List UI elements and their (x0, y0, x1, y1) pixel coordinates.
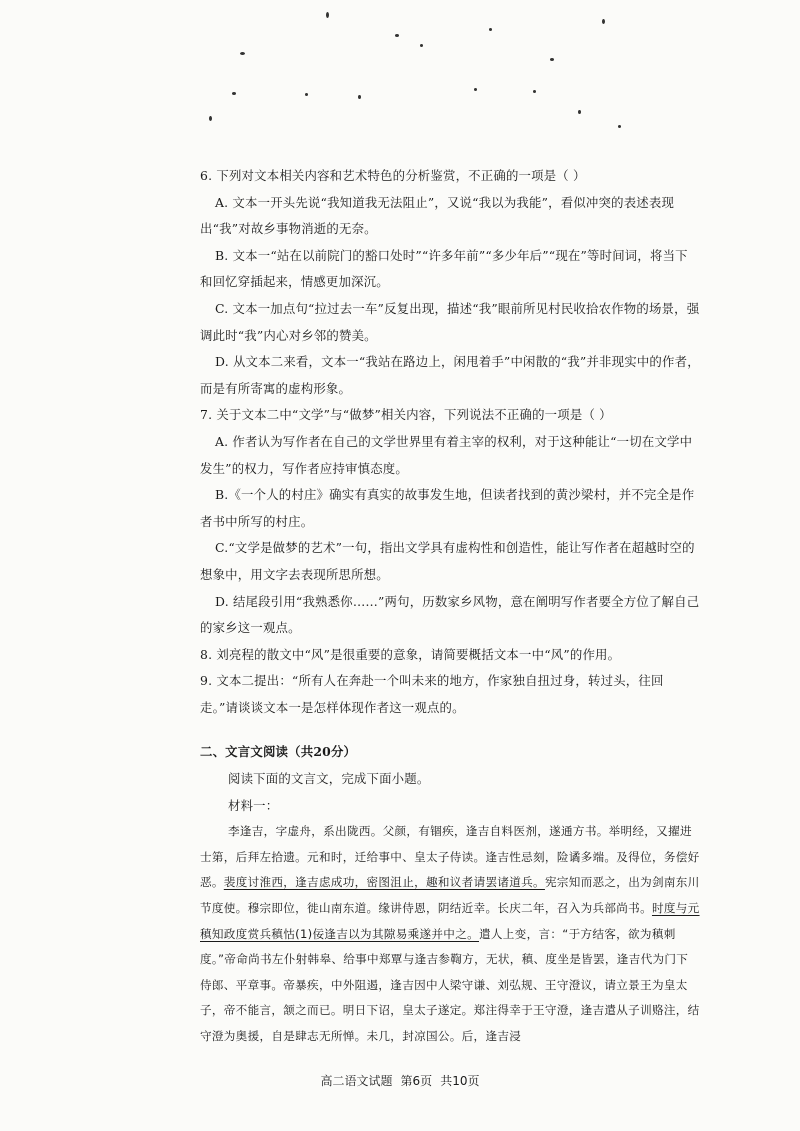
passage-text: 李逢吉，字虚舟，系出陇西。父颜，有锢疾，逢吉自料医剂，遂通方书。举明经，又擢进士第，后拜左拾遗。元和时，迁给事中、皇太子侍读。逢吉性忌刻，险谲多端。及得位，务偿好恶。 (200, 824, 700, 890)
question-stem: 7. 关于文本二中“文学”与“做梦”相关内容，下列说法不正确的一项是（ ） (200, 407, 612, 423)
question-stem: 8. 刘亮程的散文中“风”是很重要的意象，请简要概括文本一中“风”的作用。 (200, 646, 621, 662)
option-a: A. 作者认为写作者在自己的文学世界里有着主宰的权利，对于这种能让“一切在文学中发生”的权力，写作者应持审慎态度。 (200, 433, 693, 476)
option-c: C. 文本一加点句“拉过去一车”反复出现，描述“我”眼前所见村民收拾农作物的场景，强调此时“我”内心对乡邻的赞美。 (200, 300, 700, 343)
section-instruction: 阅读下面的文言文，完成下面小题。 (228, 771, 430, 787)
scan-specks (0, 0, 800, 160)
option-d: D. 从文本二来看，文本一“我站在路边上，闲甩着手”中闲散的“我”并非现实中的作者，而是有所寄寓的虚构形象。 (200, 354, 700, 396)
page-total: 共10页 (440, 1074, 480, 1088)
question-stem: 9. 文本二提出：“所有人在奔赴一个叫未来的地方，作家独自扭过身，转过头，往回走。”请谈谈文本一是怎样体现作者这一观点的。 (200, 673, 664, 715)
option-b: B. 文本一“站在以前院门的豁口处时”“许多年前”“多少年后”“现在”等时间词，将当下和回忆穿插起来，情感更加深沉。 (200, 247, 688, 290)
option-b: B.《一个人的村庄》确实有真实的故事发生地，但读者找到的黄沙梁村，并不完全是作者书中所写的村庄。 (200, 487, 695, 529)
question-content (200, 163, 700, 1050)
section-title: 二、文言文阅读（共20分） (200, 744, 357, 760)
option-a: A. 文本一开头先说“我知道我无法阻止”，又说“我以为我能”，看似冲突的表述表现出“我”对故乡事物消逝的无奈。 (200, 194, 675, 237)
page-footer (0, 1072, 800, 1089)
underlined-sentence: 裴度讨淮西，逢吉虑成功，密图沮止，趣和议者请罢诸道兵。 (223, 875, 545, 890)
question-stem: 6. 下列对文本相关内容和艺术特色的分析鉴赏，不正确的一项是（ ） (200, 168, 586, 183)
exam-title: 高二语文试题 (320, 1074, 393, 1088)
passage-text: 遣人上变，言：“于方结客，欲为稹刺度。”帝命尚书左仆射韩皋、给事中郑覃与逢吉参鞫方，无状，稹、度坐是皆罢，逢吉代为门下侍郎、平章事。帝暴疾，中外阻遏，逢吉因中人梁守谦、刘弘规、王守澄议，请立景王为皇太子，帝不能言，颔之而已。明日下诏，皇太子遂定。郑注得幸于王守澄，逢吉遣从子训赂注，结守澄为奥援，自是肆志无所惮。未几，封凉国公。后，逢吉浸 (200, 926, 700, 1043)
underlined-sentence: 时度与元稹知政度赏兵稹怙(1)佞逢吉以为其隙易乘遂并中之。 (200, 901, 700, 941)
passage-text: 宪宗知而恶之，出为剑南东川节度使。穆宗即位，徙山南东道。缘讲侍恩，阴结近幸。长庆二年，召入为兵部尚书。 (200, 875, 700, 916)
classical-passage (200, 819, 700, 1049)
option-c: C.“文学是做梦的艺术”一句，指出文学具有虚构性和创造性，能让写作者在超越时空的想象中，用文字去表现所思所想。 (200, 540, 695, 582)
page-number: 第6页 (400, 1074, 433, 1088)
material-label: 材料一： (228, 797, 279, 813)
option-d: D. 结尾段引用“我熟悉你……”两句，历数家乡风物，意在阐明写作者要全方位了解自己的家乡这一观点。 (200, 593, 700, 636)
